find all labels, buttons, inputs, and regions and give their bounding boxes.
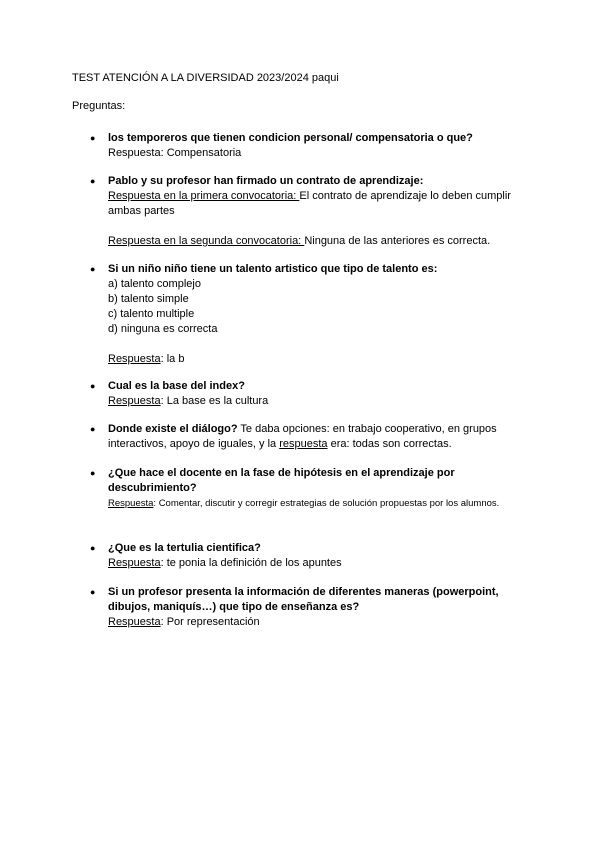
answer-text: Respuesta: Compensatoria — [108, 147, 242, 159]
bullet-icon: ● — [90, 176, 96, 186]
answer-line — [108, 556, 520, 571]
answer-text: El contrato de aprendizaje lo deben cumplir ambas partes — [108, 190, 511, 217]
question-item-8 — [90, 585, 520, 630]
answer-label: respuesta — [279, 438, 328, 450]
question-text: Si un profesor presenta la información de diferentes maneras (powerpoint, dibujos, maniquís…) que tipo de enseñanza es? — [108, 586, 499, 613]
answer-label: Respuesta — [108, 353, 161, 365]
bullet-icon: ● — [90, 381, 96, 391]
answer-label: Respuesta en la segunda convocatoria: — [108, 235, 305, 247]
question-item-3 — [90, 262, 520, 367]
answer-line — [108, 352, 520, 367]
bullet-icon: ● — [90, 264, 96, 274]
answer-first-call — [108, 189, 520, 219]
document-title: TEST ATENCIÓN A LA DIVERSIDAD 2023/2024 paqui — [72, 72, 339, 84]
answer-label: Respuesta en la primera convocatoria: — [108, 190, 300, 202]
question-item-7 — [90, 541, 520, 571]
option-a: a) talento complejo — [108, 278, 201, 290]
question-item-2 — [90, 174, 520, 249]
question-text: ¿Que es la tertulia cientifica? — [108, 542, 261, 554]
option-d: d) ninguna es correcta — [108, 323, 218, 335]
answer-text: : Por representación — [160, 616, 260, 628]
preguntas-label: Preguntas: — [72, 100, 126, 112]
question-text: Si un niño niño tiene un talento artistico que tipo de talento es: — [108, 263, 438, 275]
question-text: Cual es la base del index? — [108, 380, 245, 392]
answer-second-call — [108, 234, 520, 249]
answer-text: : La base es la cultura — [160, 395, 269, 407]
answer-text: Ninguna de las anteriores es correcta. — [304, 235, 491, 247]
answer-label: Respuesta — [108, 395, 161, 407]
option-c: c) talento multiple — [108, 308, 195, 320]
answer-text: : te ponia la definición de los apuntes — [160, 557, 342, 569]
bullet-icon: ● — [90, 133, 96, 143]
question-text: Donde existe el diálogo? — [108, 423, 238, 435]
question-item-6 — [90, 466, 520, 511]
answer-text-b: era: todas son correctas. — [327, 438, 452, 450]
answer-line — [108, 615, 520, 630]
question-item-4 — [90, 379, 520, 409]
bullet-icon: ● — [90, 424, 96, 434]
question-paragraph — [108, 422, 520, 452]
answer-label: Respuesta — [108, 557, 161, 569]
answer-text: : Comentar, discutir y corregir estrategias de solución propuestas por los alumnos. — [153, 498, 500, 509]
bullet-icon: ● — [90, 587, 96, 597]
question-text: ¿Que hace el docente en la fase de hipótesis en el aprendizaje por descubrimiento? — [108, 467, 455, 494]
bullet-icon: ● — [90, 543, 96, 553]
question-item-1 — [90, 131, 520, 161]
answer-label: Respuesta — [108, 498, 154, 509]
answer-label: Respuesta — [108, 616, 161, 628]
bullet-icon: ● — [90, 468, 96, 478]
option-b: b) talento simple — [108, 293, 189, 305]
question-text: Pablo y su profesor han firmado un contrato de aprendizaje: — [108, 175, 424, 187]
question-item-5 — [90, 422, 520, 452]
answer-line — [108, 496, 520, 511]
answer-text-a: Te daba opciones: en trabajo cooperativo, en grupos interactivos, apoyo de iguales, y la — [108, 423, 497, 450]
answer-line — [108, 394, 520, 409]
question-text: los temporeros que tienen condicion personal/ compensatoria o que? — [108, 132, 473, 144]
answer-text: : la b — [160, 353, 185, 365]
